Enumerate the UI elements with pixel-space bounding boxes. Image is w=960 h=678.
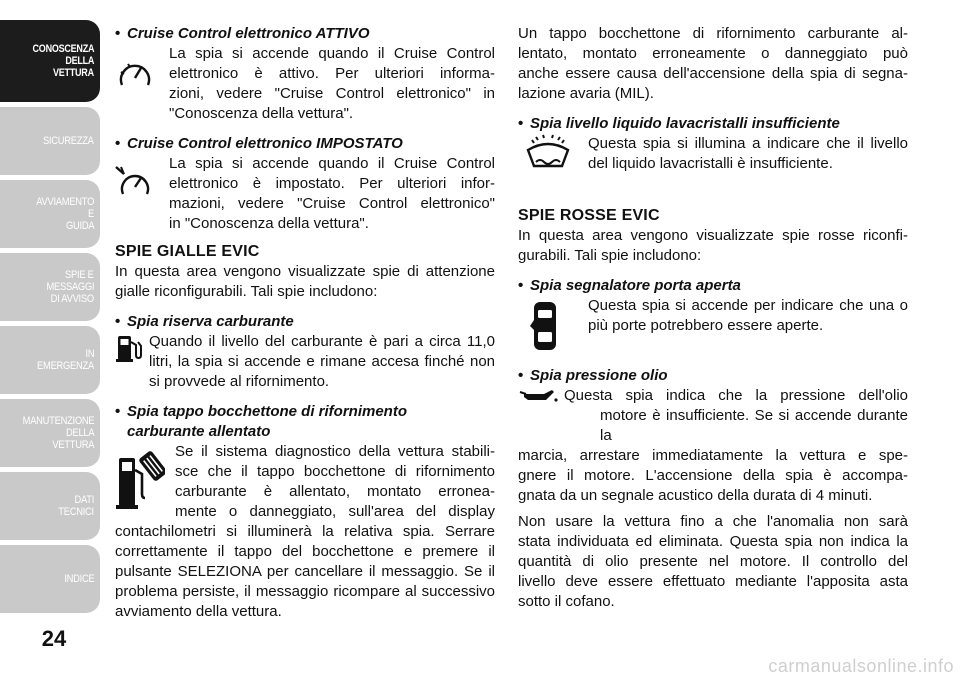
washer-title: • Spia livello liquido lavacristalli insufficiente	[518, 114, 908, 134]
right-intro-line: lazione avaria (MIL).	[518, 85, 654, 102]
fuel-cap-line: problema persiste, il messaggio ricompare al successivo	[115, 583, 495, 600]
fuel-cap-loose-icon	[115, 448, 165, 520]
tab-conoscenza-della-vettura[interactable]	[0, 20, 100, 102]
cruise-set-line: La spia si accende quando il Cruise Control	[169, 155, 495, 172]
tab-label: DATI	[74, 494, 94, 506]
oil-line: marcia, arrestare immediatamente la vettura e spe-	[518, 447, 908, 464]
tab-label: DELLA	[65, 427, 94, 439]
cruise-control-icon	[115, 58, 155, 94]
right-intro-line: lentato, montato erroneamente o danneggiato può	[518, 45, 908, 62]
yellow-intro-line: gialle riconfigurabili. Tali spie includono:	[115, 283, 378, 300]
yellow-heading: SPIE GIALLE EVIC	[115, 243, 260, 260]
right-column	[518, 24, 908, 612]
washer-line: del liquido lavacristalli è insufficiente.	[588, 155, 833, 172]
fuel-pump-icon	[115, 333, 143, 363]
cruise-set-line: elettronico è impostato. Per ulteriori infor-	[169, 175, 495, 192]
fuel-cap-line: avviamento della vettura.	[115, 603, 282, 620]
tab-label: VETTURA	[52, 439, 94, 451]
right-intro-line: Un tappo bocchettone di rifornimento carburante al-	[518, 25, 908, 42]
tab-dati-tecnici[interactable]	[0, 472, 100, 540]
left-column	[115, 24, 495, 622]
tab-avviamento-e-guida[interactable]	[0, 180, 100, 248]
tab-label: INDICE	[63, 573, 94, 585]
yellow-intro-line: In questa area vengono visualizzate spie di attenzione	[115, 263, 495, 280]
oil-line: gnere il motore. L'accensione della spia è accompa-	[518, 467, 908, 484]
fuel-cap-line: pulsante SELEZIONA per cancellare il messaggio. Se il	[115, 563, 495, 580]
cruise-active-line: La spia si accende quando il Cruise Control	[169, 45, 495, 62]
cruise-control-set-icon	[115, 162, 155, 202]
cruise-active-entry	[115, 44, 495, 124]
oil-para2-line: quantità di olio presente nel motore. Il controllo del	[518, 553, 908, 570]
oil-para2-line: sotto il cofano.	[518, 593, 615, 610]
fuel-reserve-line: si provvede al rifornimento.	[149, 373, 330, 390]
door-line: più porte potrebbero essere aperte.	[588, 317, 824, 334]
oil-entry	[518, 386, 908, 406]
right-intro-line: anche essere causa dell'accensione della spia di segna-	[518, 65, 908, 82]
cruise-active-title: • Cruise Control elettronico ATTIVO	[115, 24, 495, 44]
tab-label: EMERGENZA	[37, 360, 94, 372]
fuel-reserve-line: litri, la spia si accende e rimane accesa finché non	[149, 353, 495, 370]
oil-para2-line: livello deve essere effettuato mediante l'apposita asta	[518, 573, 908, 590]
cruise-set-line: in "Conoscenza della vettura".	[169, 215, 369, 232]
tab-manutenzione[interactable]	[0, 399, 100, 467]
tab-label: SICUREZZA	[43, 135, 94, 147]
oil-para2-line: Non usare la vettura fino a che l'anomalia non sarà	[518, 513, 908, 530]
fuel-reserve-line: Quando il livello del carburante è pari a circa 11,0	[149, 333, 495, 350]
oil-line: gnata da un segnale acustico della durata di 4 minuti.	[518, 487, 873, 504]
door-line: Questa spia si accende per indicare che una o	[588, 297, 908, 314]
washer-fluid-icon	[524, 134, 572, 170]
tab-sicurezza[interactable]	[0, 107, 100, 175]
tab-label: TECNICI	[58, 506, 94, 518]
red-intro-line: In questa area vengono visualizzate spie rosse riconfi-	[518, 227, 908, 244]
oil-pressure-icon	[518, 388, 558, 404]
fuel-cap-title: • Spia tappo bocchettone di rifornimento	[115, 402, 495, 422]
cruise-set-entry	[115, 154, 495, 234]
cruise-set-line: mazioni, vedere "Cruise Control elettronico"	[169, 195, 495, 212]
fuel-cap-line: correttamente il tappo del bocchettone e premere il	[115, 543, 495, 560]
tab-label: MESSAGGI	[46, 281, 94, 293]
cruise-active-line: "Conoscenza della vettura".	[169, 105, 354, 122]
tab-indice[interactable]	[0, 545, 100, 613]
oil-entry-2	[518, 406, 908, 446]
door-entry	[518, 296, 908, 336]
oil-line: Questa spia indica che la pressione dell'olio	[564, 387, 908, 404]
tab-label: E	[88, 208, 94, 220]
fuel-cap-entry	[115, 442, 495, 522]
tab-label: AVVIAMENTO	[36, 196, 94, 208]
oil-para2-line: stata individuata ed eliminata. Questa spia non indica la	[518, 533, 908, 550]
tab-label: CONOSCENZA	[32, 43, 94, 55]
washer-entry	[518, 134, 908, 174]
washer-line: Questa spia si illumina a indicare che il livello	[588, 135, 908, 152]
cruise-active-line: elettronico è attivo. Per ulteriori informa-	[169, 65, 495, 82]
fuel-cap-line: Se il sistema diagnostico della vettura stabili-	[175, 443, 495, 460]
fuel-cap-line: mente o danneggiato, sull'area del display	[175, 503, 495, 520]
oil-line: motore è insufficiente. Se si accende durante la	[600, 407, 908, 444]
tab-label: SPIE E	[65, 269, 94, 281]
tab-label: GUIDA	[65, 220, 94, 232]
tab-spie-e-messaggi[interactable]	[0, 253, 100, 321]
tab-in-emergenza[interactable]	[0, 326, 100, 394]
fuel-reserve-entry	[115, 332, 495, 392]
tab-label: MANUTENZIONE	[22, 415, 94, 427]
tab-label: DI AVVISO	[50, 293, 94, 305]
red-heading: SPIE ROSSE EVIC	[518, 207, 660, 224]
door-open-icon	[530, 300, 560, 352]
fuel-cap-line: contachilometri si illuminerà la relativa spia. Serrare	[115, 523, 495, 540]
red-intro-line: gurabili. Tali spie includono:	[518, 247, 702, 264]
door-title: • Spia segnalatore porta aperta	[518, 276, 908, 296]
fuel-cap-title-cont: carburante allentato	[127, 423, 271, 440]
cruise-active-line: zioni, vedere "Cruise Control elettronico" in	[169, 85, 495, 102]
cruise-set-title: • Cruise Control elettronico IMPOSTATO	[115, 134, 495, 154]
fuel-reserve-title: • Spia riserva carburante	[115, 312, 495, 332]
tab-label: VETTURA	[53, 67, 94, 79]
fuel-cap-line: sce che il tappo bocchettone di rifornimento	[175, 463, 495, 480]
fuel-cap-line: carburante è allentato, montato erronea-	[175, 483, 495, 500]
oil-title: • Spia pressione olio	[518, 366, 908, 386]
page-number: 24	[41, 626, 67, 651]
tab-label: DELLA	[65, 55, 94, 67]
tab-label: IN	[85, 348, 94, 360]
watermark: carmanualsonline.info	[768, 656, 954, 676]
